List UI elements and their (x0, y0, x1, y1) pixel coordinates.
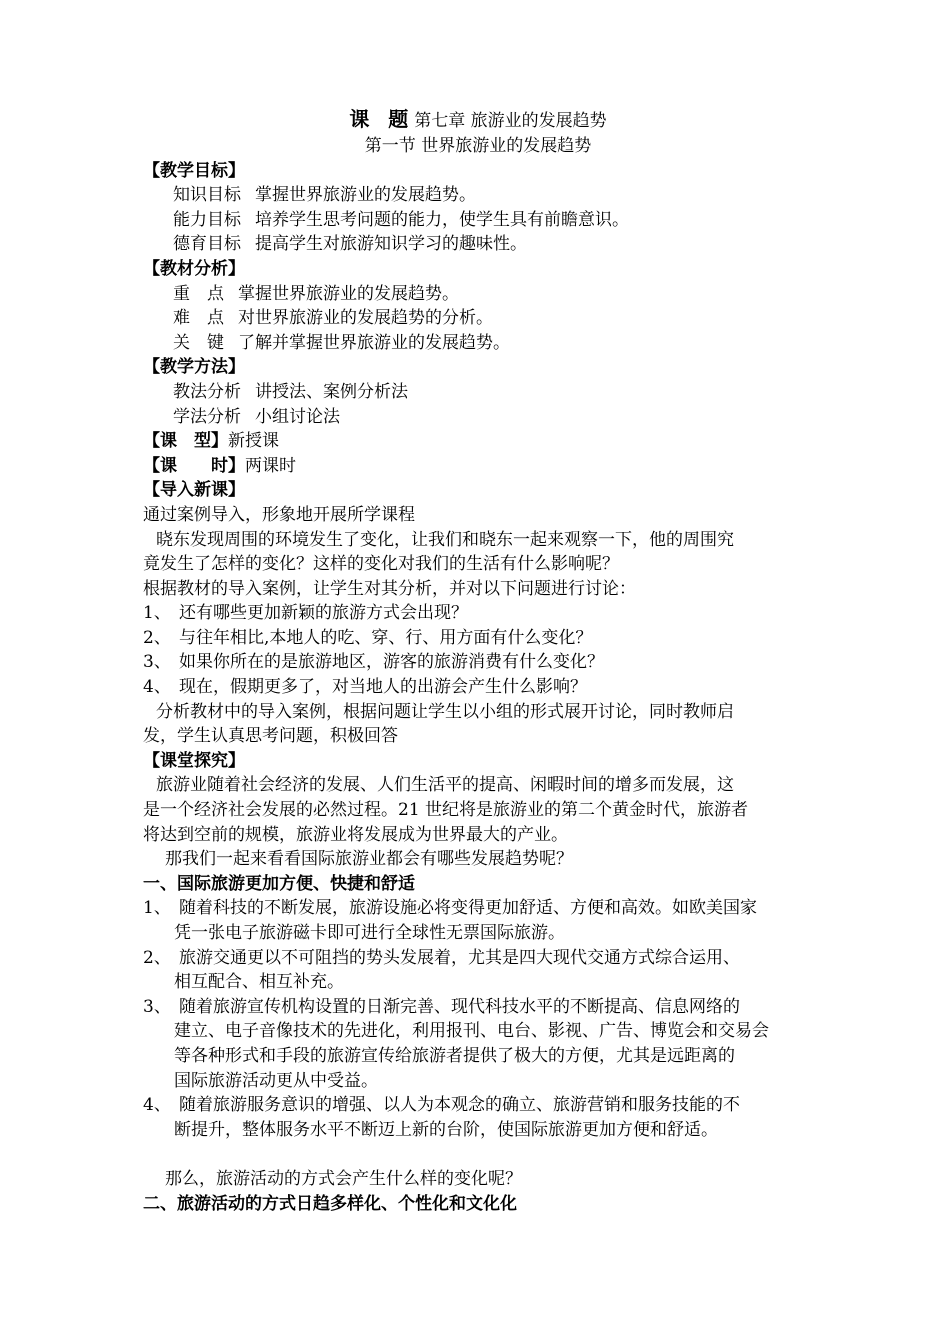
objective-name: 能力目标 (173, 209, 241, 230)
analysis-item (143, 306, 813, 331)
trend-item (143, 995, 813, 1093)
trend-item (143, 946, 813, 995)
trend-text: 国际旅游活动更从中受益。 (174, 1070, 378, 1091)
objective-item (143, 232, 813, 257)
objective-text: 培养学生思考问题的能力，使学生具有前瞻意识。 (255, 209, 629, 230)
case-line: 竟发生了怎样的变化？这样的变化对我们的生活有什么影响呢？ (143, 554, 619, 575)
trend-text: 随着科技的不断发展，旅游设施必将变得更加舒适、方便和高效。如欧美国家 (179, 898, 757, 919)
methods-heading: 【教学方法】 (143, 357, 245, 378)
trend-item-first-line (143, 995, 813, 1020)
method-name: 学法分析 (173, 406, 241, 427)
objective-text: 掌握世界旅游业的发展趋势。 (255, 185, 476, 206)
trend-item (143, 896, 813, 945)
analysis-item (143, 282, 813, 307)
title-line (143, 104, 813, 134)
question-text: 如果你所在的是旅游地区，游客的旅游消费有什么变化？ (179, 652, 604, 673)
trend-number: 3、 (143, 996, 171, 1017)
objective-name: 知识目标 (173, 185, 241, 206)
trend-item (143, 1093, 813, 1142)
trend-item-first-line (143, 1093, 813, 1118)
lesson-type-value: 新授课 (228, 431, 279, 452)
section-title: 第一节 世界旅游业的发展趋势 (364, 136, 592, 156)
question-item (143, 675, 813, 700)
explore-para-line: 将达到空前的规模，旅游业将发展成为世界最大的产业。 (143, 824, 568, 845)
objective-item (143, 183, 813, 208)
intro-lead: 通过案例导入，形象地开展所学课程 (143, 504, 415, 525)
question-item (143, 626, 813, 651)
objective-item (143, 208, 813, 233)
trend-text: 等各种形式和手段的旅游宣传给旅游者提供了极大的方便，尤其是远距离的 (174, 1045, 735, 1066)
method-item (143, 380, 813, 405)
question-text: 现在，假期更多了，对当地人的出游会产生什么影响？ (179, 677, 587, 698)
lesson-type-label: 【课 型】 (143, 431, 228, 452)
lesson-plan-body (143, 104, 813, 1216)
analysis-text: 掌握世界旅游业的发展趋势。 (238, 283, 459, 304)
case-line: 晓东发现周围的环境发生了变化，让我们和晓东一起来观察一下，他的周围究 (156, 529, 734, 550)
summary-line: 发，学生认真思考问题，积极回答 (143, 726, 398, 747)
analysis-name: 关 键 (173, 332, 224, 353)
explore-para-line: 旅游业随着社会经济的发展、人们生活平的提高、闲暇时间的增多而发展，这 (156, 775, 734, 796)
title-label: 课 题 (349, 107, 415, 131)
trend-text: 断提升，整体服务水平不断迈上新的台阶，使国际旅游更加方便和舒适。 (174, 1119, 718, 1140)
question-number: 1、 (143, 603, 171, 624)
question-number: 2、 (143, 627, 171, 648)
lesson-hours (143, 454, 813, 479)
objective-name: 德育目标 (173, 234, 241, 255)
trend-text: 相互配合、相互补充。 (174, 972, 344, 993)
analysis-heading: 【教材分析】 (143, 258, 245, 279)
question-text: 与往年相比,本地人的吃、穿、行、用方面有什么变化？ (179, 627, 593, 648)
trend-number: 1、 (143, 898, 171, 919)
section2-heading: 二、旅游活动的方式日趋多样化、个性化和文化化 (143, 1193, 517, 1214)
trend-text: 随着旅游宣传机构设置的日渐完善、现代科技水平的不断提高、信息网络的 (179, 996, 740, 1017)
method-text: 小组讨论法 (255, 406, 340, 427)
objective-text: 提高学生对旅游知识学习的趣味性。 (255, 234, 527, 255)
blank-line (143, 1142, 813, 1167)
method-item (143, 405, 813, 430)
analysis-text: 对世界旅游业的发展趋势的分析。 (238, 308, 493, 329)
explore-para-line: 是一个经济社会发展的必然过程。21 世纪将是旅游业的第二个黄金时代，旅游者 (143, 800, 749, 821)
analysis-item (143, 331, 813, 356)
summary-line: 分析教材中的导入案例，根据问题让学生以小组的形式展开讨论，同时教师启 (156, 701, 734, 722)
trend-number: 4、 (143, 1095, 171, 1116)
analysis-text: 了解并掌握世界旅游业的发展趋势。 (238, 332, 510, 353)
explore-heading: 【课堂探究】 (143, 750, 245, 771)
question-item (143, 650, 813, 675)
method-name: 教法分析 (173, 381, 241, 402)
trend-number: 2、 (143, 947, 171, 968)
lesson-hours-value: 两课时 (245, 455, 296, 476)
trend-item-first-line (143, 946, 813, 971)
method-text: 讲授法、案例分析法 (255, 381, 408, 402)
objectives-heading: 【教学目标】 (143, 160, 245, 181)
lesson-type (143, 429, 813, 454)
trend-text: 建立、电子音像技术的先进化，利用报刊、电台、影视、广告、博览会和交易会 (174, 1021, 769, 1042)
lesson-hours-label: 【课 时】 (143, 455, 245, 476)
analysis-name: 难 点 (173, 308, 224, 329)
trend-text: 随着旅游服务意识的增强、以人为本观念的确立、旅游营销和服务技能的不 (179, 1095, 740, 1116)
intro-heading: 【导入新课】 (143, 480, 245, 501)
transition-line: 那么，旅游活动的方式会产生什么样的变化呢？ (165, 1168, 522, 1189)
chapter-title: 第七章 旅游业的发展趋势 (414, 111, 607, 131)
trend-text: 凭一张电子旅游磁卡即可进行全球性无票国际旅游。 (174, 923, 565, 943)
question-text: 还有哪些更加新颖的旅游方式会出现？ (179, 603, 468, 624)
section1-heading: 一、国际旅游更加方便、快捷和舒适 (143, 873, 415, 894)
explore-question: 那我们一起来看看国际旅游业都会有哪些发展趋势呢？ (165, 849, 573, 870)
trend-text: 旅游交通更以不可阻挡的势头发展着，尤其是四大现代交通方式综合运用、 (179, 947, 740, 968)
trend-item-first-line (143, 896, 813, 921)
question-number: 3、 (143, 652, 171, 673)
question-item (143, 601, 813, 626)
analysis-name: 重 点 (173, 283, 224, 304)
discussion-line: 根据教材的导入案例，让学生对其分析，并对以下问题进行讨论： (143, 578, 636, 599)
question-number: 4、 (143, 677, 171, 698)
